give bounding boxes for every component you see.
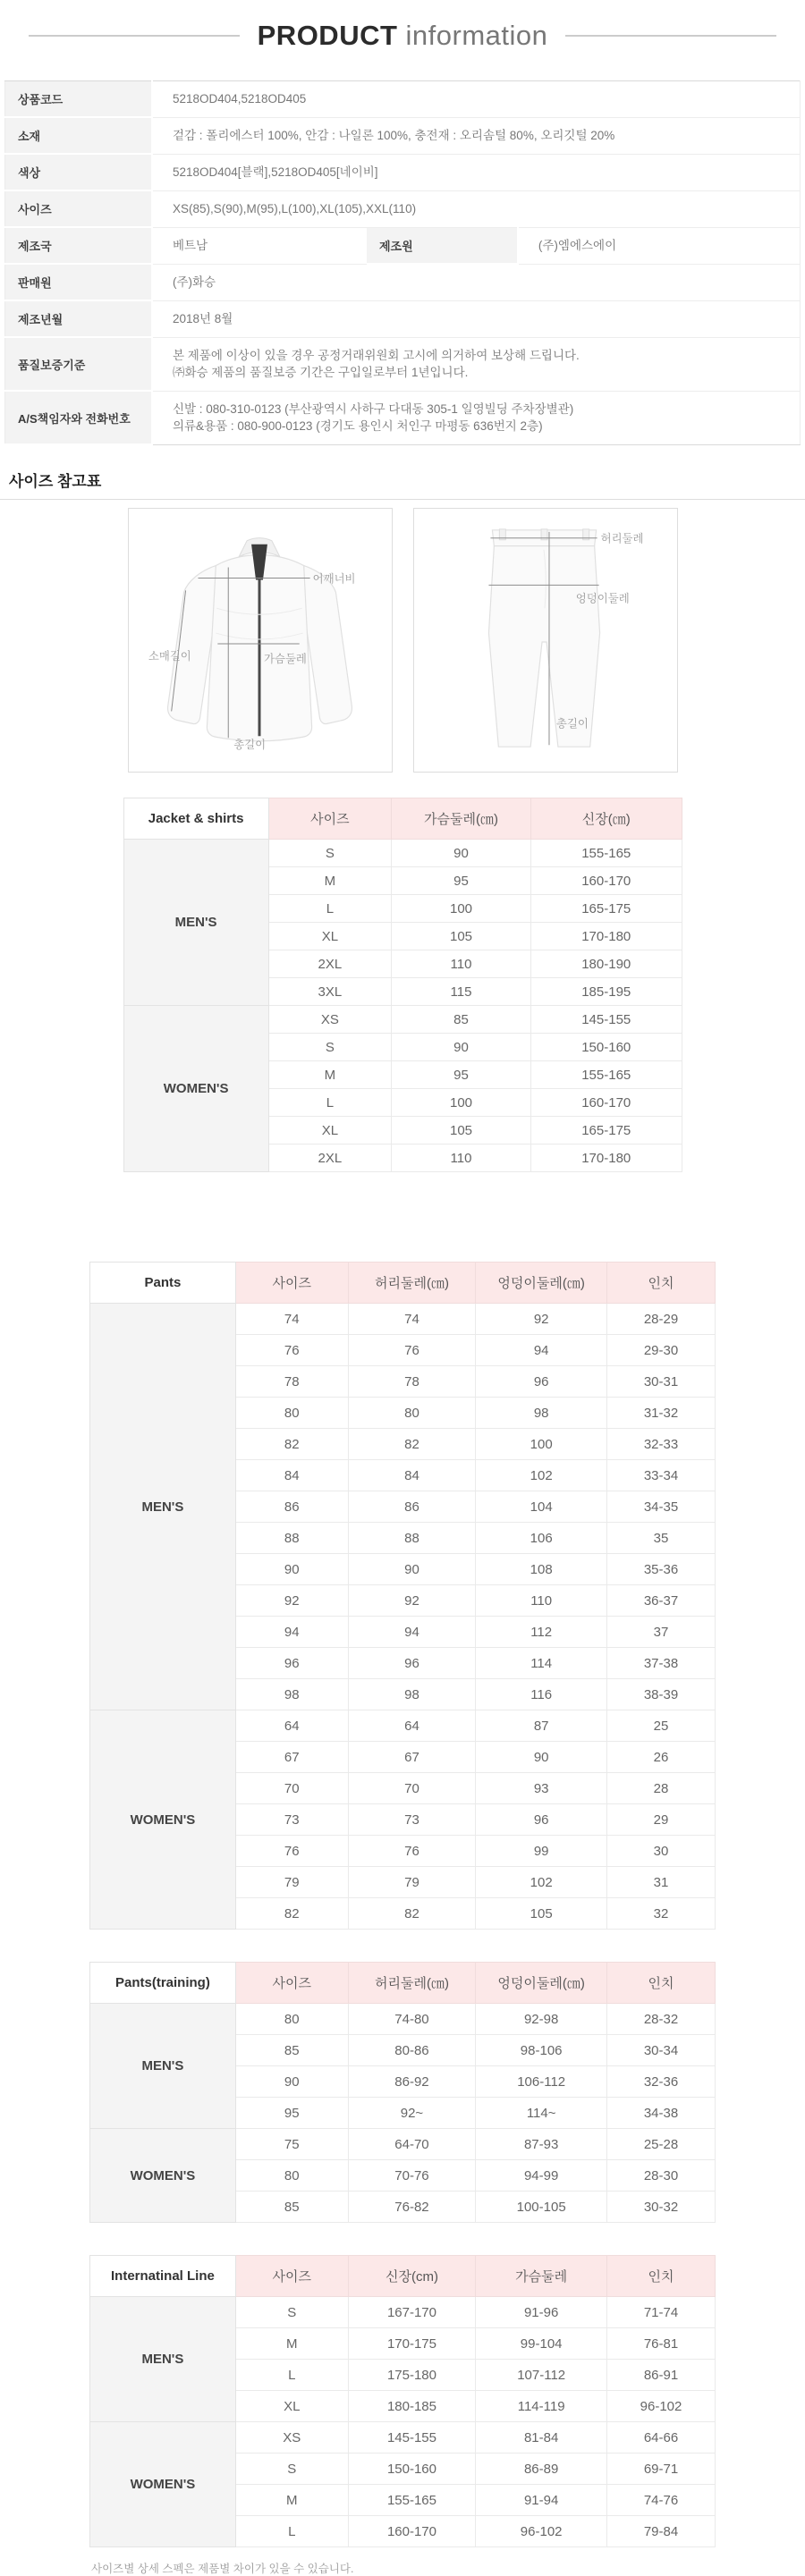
size-value-cell: 90 xyxy=(235,2066,348,2098)
size-value-cell: 78 xyxy=(235,1366,348,1398)
size-value-cell: 100 xyxy=(392,895,531,923)
size-value-cell: 115 xyxy=(392,978,531,1006)
size-table-header-cell: 엉덩이둘레(㎝) xyxy=(476,1263,607,1304)
size-value-cell: 112 xyxy=(476,1617,607,1648)
size-table-row xyxy=(90,1304,716,1335)
size-value-cell: 155-165 xyxy=(348,2485,476,2516)
size-value-cell: 170-180 xyxy=(531,923,682,950)
size-value-cell: XL xyxy=(268,923,391,950)
size-value-cell: 100-105 xyxy=(476,2192,607,2223)
size-value-cell: 108 xyxy=(476,1554,607,1585)
size-table-name-cell: Pants xyxy=(90,1263,236,1304)
size-value-cell: 35-36 xyxy=(607,1554,716,1585)
pants-hip-label: 엉덩이둘레 xyxy=(575,592,630,605)
size-value-cell: 86 xyxy=(348,1491,476,1523)
size-value-cell: 165-175 xyxy=(531,895,682,923)
size-value-cell: 88 xyxy=(235,1523,348,1554)
size-table-header-cell: 인치 xyxy=(607,1263,716,1304)
size-value-cell: 75 xyxy=(235,2129,348,2160)
size-chart-heading: 사이즈 참고표 xyxy=(9,473,102,491)
size-value-cell: 102 xyxy=(476,1460,607,1491)
info-label-cell: 판매원 xyxy=(5,264,152,300)
pants-size-table xyxy=(89,1262,716,1930)
size-value-cell: 150-160 xyxy=(531,1034,682,1061)
size-group-cell: WOMEN'S xyxy=(90,1710,236,1930)
size-value-cell: 99-104 xyxy=(476,2328,607,2360)
size-value-cell: 167-170 xyxy=(348,2297,476,2328)
size-value-cell: 105 xyxy=(476,1898,607,1930)
size-table-row xyxy=(123,1006,682,1034)
size-value-cell: XS xyxy=(235,2422,348,2454)
size-table-header-cell: 사이즈 xyxy=(235,1263,348,1304)
jacket-chest-label: 가슴둘레 xyxy=(263,653,307,666)
size-value-cell: 31 xyxy=(607,1867,716,1898)
size-table-header-cell: 인치 xyxy=(607,1963,716,2004)
size-value-cell: 28-29 xyxy=(607,1304,716,1335)
size-value-cell: 90 xyxy=(348,1554,476,1585)
size-value-cell: 64 xyxy=(348,1710,476,1742)
jacket-shirts-size-table xyxy=(123,798,682,1172)
size-value-cell: XS xyxy=(268,1006,391,1034)
size-value-cell: 96 xyxy=(476,1804,607,1836)
size-value-cell: 98 xyxy=(476,1398,607,1429)
size-table-header-cell: 허리둘레(㎝) xyxy=(348,1963,476,2004)
size-table-header-cell: 사이즈 xyxy=(268,798,391,840)
info-value-line: 본 제품에 이상이 있을 경우 공정거래위원회 고시에 의거하여 보상해 드립니다. xyxy=(172,348,580,362)
info-row xyxy=(5,337,801,391)
size-value-cell: 160-170 xyxy=(531,867,682,895)
size-value-cell: 90 xyxy=(392,840,531,867)
info-label-cell: 품질보증기준 xyxy=(5,337,152,391)
info-row xyxy=(5,300,801,337)
size-value-cell: 36-37 xyxy=(607,1585,716,1617)
size-value-cell: 38-39 xyxy=(607,1679,716,1710)
international-line-size-table xyxy=(89,2255,716,2547)
size-value-cell: 80 xyxy=(235,1398,348,1429)
size-value-cell: S xyxy=(268,840,391,867)
size-value-cell: 3XL xyxy=(268,978,391,1006)
size-value-cell: 91-94 xyxy=(476,2485,607,2516)
size-value-cell: L xyxy=(235,2516,348,2547)
size-value-cell: 98-106 xyxy=(476,2035,607,2066)
jacket-sleeve-label: 소매길이 xyxy=(148,650,191,663)
size-value-cell: 25-28 xyxy=(607,2129,716,2160)
size-value-cell: 155-165 xyxy=(531,840,682,867)
size-table-name-cell: Jacket & shirts xyxy=(123,798,268,840)
info-value-cell: 5218OD404[블랙],5218OD405[네이비] xyxy=(152,154,801,190)
jacket-shoulder-label: 어깨너비 xyxy=(312,572,356,586)
title-information: information xyxy=(405,20,548,51)
size-value-cell: 185-195 xyxy=(531,978,682,1006)
size-value-cell: 95 xyxy=(235,2098,348,2129)
pants-length-label: 총길이 xyxy=(555,717,589,731)
size-value-cell: L xyxy=(235,2360,348,2391)
info-value-cell xyxy=(152,337,801,391)
info-label-cell: 상품코드 xyxy=(5,81,152,118)
size-value-cell: 106-112 xyxy=(476,2066,607,2098)
size-value-cell: L xyxy=(268,1089,391,1117)
size-value-cell: 64 xyxy=(235,1710,348,1742)
size-value-cell: 116 xyxy=(476,1679,607,1710)
info-row xyxy=(5,117,801,154)
size-value-cell: 73 xyxy=(348,1804,476,1836)
info-row xyxy=(5,227,801,264)
page-title xyxy=(29,18,776,54)
size-note: 사이즈별 상세 스펙은 제품별 차이가 있을 수 있습니다. xyxy=(91,2563,354,2576)
size-value-cell: 80 xyxy=(235,2160,348,2192)
size-value-cell: 33-34 xyxy=(607,1460,716,1491)
size-value-cell: 175-180 xyxy=(348,2360,476,2391)
jacket-length-label: 총길이 xyxy=(233,739,266,752)
section-divider xyxy=(0,499,805,500)
size-value-cell: 104 xyxy=(476,1491,607,1523)
size-value-cell: 107-112 xyxy=(476,2360,607,2391)
size-value-cell: 180-190 xyxy=(531,950,682,978)
size-value-cell: 70 xyxy=(348,1773,476,1804)
size-table-header-cell: 사이즈 xyxy=(235,1963,348,2004)
size-table-row xyxy=(90,2422,716,2454)
size-value-cell: 79-84 xyxy=(607,2516,716,2547)
size-value-cell: M xyxy=(268,1061,391,1089)
title-right-rule xyxy=(565,35,776,37)
size-table-header-cell: 사이즈 xyxy=(235,2256,348,2297)
size-value-cell: 37 xyxy=(607,1617,716,1648)
size-value-cell: 100 xyxy=(476,1429,607,1460)
info-label-cell: 제조국 xyxy=(5,227,152,264)
size-value-cell: 106 xyxy=(476,1523,607,1554)
info-value-line: 의류&용품 : 080-900-0123 (경기도 용인시 처인구 마평동 636번지 2층) xyxy=(172,419,543,434)
jacket-diagram xyxy=(128,508,393,773)
size-value-cell: 96-102 xyxy=(476,2516,607,2547)
info-label-cell: A/S책임자와 전화번호 xyxy=(5,391,152,444)
size-value-cell: S xyxy=(268,1034,391,1061)
size-value-cell: 96-102 xyxy=(607,2391,716,2422)
size-value-cell: 85 xyxy=(392,1006,531,1034)
info-value-cell: (주)화승 xyxy=(152,264,801,300)
size-table-header-row xyxy=(90,2256,716,2297)
size-value-cell: 114-119 xyxy=(476,2391,607,2422)
pants-training-size-table xyxy=(89,1962,716,2223)
page-title-text xyxy=(258,20,548,52)
size-value-cell: 64-66 xyxy=(607,2422,716,2454)
size-value-cell: M xyxy=(235,2485,348,2516)
size-value-cell: 86-91 xyxy=(607,2360,716,2391)
size-value-cell: 90 xyxy=(392,1034,531,1061)
size-table-row xyxy=(90,1710,716,1742)
pants-waist-label: 허리둘레 xyxy=(600,533,644,546)
size-value-cell: 31-32 xyxy=(607,1398,716,1429)
size-group-cell: MEN'S xyxy=(90,2297,236,2422)
size-value-cell: 114~ xyxy=(476,2098,607,2129)
size-value-cell: 71-74 xyxy=(607,2297,716,2328)
size-value-cell: S xyxy=(235,2454,348,2485)
size-value-cell: 86-92 xyxy=(348,2066,476,2098)
info-row xyxy=(5,81,801,118)
size-value-cell: 29 xyxy=(607,1804,716,1836)
info-value-line: ㈜화승 제품의 품질보증 기간은 구입일로부터 1년입니다. xyxy=(172,366,469,380)
pants-sketch xyxy=(414,509,677,772)
size-value-cell: 94 xyxy=(235,1617,348,1648)
size-value-cell: 82 xyxy=(348,1898,476,1930)
size-table-row xyxy=(90,2297,716,2328)
size-value-cell: 85 xyxy=(235,2192,348,2223)
size-value-cell: 74 xyxy=(348,1304,476,1335)
size-value-cell: 28 xyxy=(607,1773,716,1804)
size-value-cell: 74-76 xyxy=(607,2485,716,2516)
size-value-cell: 91-96 xyxy=(476,2297,607,2328)
size-group-cell: WOMEN'S xyxy=(90,2422,236,2547)
info-label-cell: 사이즈 xyxy=(5,190,152,227)
size-value-cell: 110 xyxy=(476,1585,607,1617)
size-value-cell: 67 xyxy=(348,1742,476,1773)
size-value-cell: XL xyxy=(235,2391,348,2422)
size-value-cell: 37-38 xyxy=(607,1648,716,1679)
size-value-cell: 96 xyxy=(235,1648,348,1679)
info-value-cell: 겉감 : 폴리에스터 100%, 안감 : 나일론 100%, 충전재 : 오리솜털 80%, 오리깃털 20% xyxy=(152,117,801,154)
product-info-table xyxy=(4,80,801,445)
size-value-cell: 160-170 xyxy=(531,1089,682,1117)
info-value-cell: 5218OD404,5218OD405 xyxy=(152,81,801,118)
info-label-cell: 색상 xyxy=(5,154,152,190)
info-label-cell: 소재 xyxy=(5,117,152,154)
size-table-header-cell: 신장(cm) xyxy=(348,2256,476,2297)
size-value-cell: M xyxy=(268,867,391,895)
size-table-header-row xyxy=(123,798,682,840)
size-table-name-cell: Pants(training) xyxy=(90,1963,236,2004)
size-value-cell: 82 xyxy=(235,1898,348,1930)
size-value-cell: 94 xyxy=(476,1335,607,1366)
size-value-cell: 110 xyxy=(392,950,531,978)
size-value-cell: 78 xyxy=(348,1366,476,1398)
size-value-cell: 145-155 xyxy=(348,2422,476,2454)
size-value-cell: 28-30 xyxy=(607,2160,716,2192)
size-value-cell: 76-81 xyxy=(607,2328,716,2360)
size-table-row xyxy=(123,840,682,867)
size-value-cell: 95 xyxy=(392,1061,531,1089)
size-value-cell: 76 xyxy=(235,1836,348,1867)
size-value-cell: 76 xyxy=(235,1335,348,1366)
info-row xyxy=(5,391,801,444)
size-value-cell: 87 xyxy=(476,1710,607,1742)
size-table-header-cell: 가슴둘레(㎝) xyxy=(392,798,531,840)
size-value-cell: 95 xyxy=(392,867,531,895)
size-value-cell: 32-36 xyxy=(607,2066,716,2098)
size-value-cell: 30 xyxy=(607,1836,716,1867)
size-value-cell: 79 xyxy=(235,1867,348,1898)
size-value-cell: 32 xyxy=(607,1898,716,1930)
size-value-cell: 98 xyxy=(235,1679,348,1710)
size-value-cell: 94-99 xyxy=(476,2160,607,2192)
size-value-cell: 87-93 xyxy=(476,2129,607,2160)
size-table-row xyxy=(90,2129,716,2160)
size-value-cell: 2XL xyxy=(268,1144,391,1172)
size-value-cell: 35 xyxy=(607,1523,716,1554)
size-table-header-cell: 가슴둘레 xyxy=(476,2256,607,2297)
size-value-cell: 160-170 xyxy=(348,2516,476,2547)
size-table-header-cell: 허리둘레(㎝) xyxy=(348,1263,476,1304)
info-value-cell: (주)엠에스에이 xyxy=(518,227,801,264)
size-value-cell: 74 xyxy=(235,1304,348,1335)
size-value-cell: 76-82 xyxy=(348,2192,476,2223)
size-diagrams xyxy=(0,508,805,773)
size-value-cell: 114 xyxy=(476,1648,607,1679)
size-value-cell: 86 xyxy=(235,1491,348,1523)
size-value-cell: 110 xyxy=(392,1144,531,1172)
size-value-cell: 70 xyxy=(235,1773,348,1804)
size-value-cell: 105 xyxy=(392,923,531,950)
size-value-cell: 69-71 xyxy=(607,2454,716,2485)
size-table-header-cell: 엉덩이둘레(㎝) xyxy=(476,1963,607,2004)
info-row xyxy=(5,264,801,300)
info-value-cell: XS(85),S(90),M(95),L(100),XL(105),XXL(110) xyxy=(152,190,801,227)
size-value-cell: 82 xyxy=(235,1429,348,1460)
size-group-cell: WOMEN'S xyxy=(90,2129,236,2223)
size-value-cell: 88 xyxy=(348,1523,476,1554)
size-value-cell: 28-32 xyxy=(607,2004,716,2035)
size-value-cell: 85 xyxy=(235,2035,348,2066)
size-table-header-cell: 인치 xyxy=(607,2256,716,2297)
size-value-cell: 73 xyxy=(235,1804,348,1836)
size-value-cell: 92 xyxy=(235,1585,348,1617)
size-value-cell: 82 xyxy=(348,1429,476,1460)
size-value-cell: 96 xyxy=(476,1366,607,1398)
size-value-cell: 92 xyxy=(476,1304,607,1335)
size-value-cell: 2XL xyxy=(268,950,391,978)
size-value-cell: S xyxy=(235,2297,348,2328)
size-value-cell: 92-98 xyxy=(476,2004,607,2035)
size-value-cell: 34-38 xyxy=(607,2098,716,2129)
size-table-header-row xyxy=(90,1963,716,2004)
size-value-cell: 76 xyxy=(348,1836,476,1867)
size-value-cell: 92~ xyxy=(348,2098,476,2129)
size-value-cell: 32-33 xyxy=(607,1429,716,1460)
size-group-cell: MEN'S xyxy=(90,1304,236,1710)
size-value-cell: 102 xyxy=(476,1867,607,1898)
size-group-cell: WOMEN'S xyxy=(123,1006,268,1172)
size-value-cell: 64-70 xyxy=(348,2129,476,2160)
size-value-cell: 155-165 xyxy=(531,1061,682,1089)
info-value-cell: 2018년 8월 xyxy=(152,300,801,337)
size-value-cell: 79 xyxy=(348,1867,476,1898)
size-value-cell: 145-155 xyxy=(531,1006,682,1034)
size-value-cell: 67 xyxy=(235,1742,348,1773)
info-label-cell: 제조원 xyxy=(367,227,518,264)
size-value-cell: 80-86 xyxy=(348,2035,476,2066)
size-group-cell: MEN'S xyxy=(123,840,268,1006)
jacket-sketch xyxy=(129,509,392,772)
size-value-cell: 92 xyxy=(348,1585,476,1617)
size-table-row xyxy=(90,2004,716,2035)
size-value-cell: 96 xyxy=(348,1648,476,1679)
info-value-cell: 베트남 xyxy=(152,227,367,264)
size-value-cell: 25 xyxy=(607,1710,716,1742)
size-value-cell: XL xyxy=(268,1117,391,1144)
info-label-cell: 제조년월 xyxy=(5,300,152,337)
size-value-cell: 81-84 xyxy=(476,2422,607,2454)
size-value-cell: L xyxy=(268,895,391,923)
size-value-cell: 80 xyxy=(348,1398,476,1429)
size-value-cell: 30-31 xyxy=(607,1366,716,1398)
size-value-cell: 30-34 xyxy=(607,2035,716,2066)
size-value-cell: 105 xyxy=(392,1117,531,1144)
size-value-cell: 90 xyxy=(235,1554,348,1585)
size-value-cell: 170-175 xyxy=(348,2328,476,2360)
info-row xyxy=(5,190,801,227)
pants-diagram xyxy=(413,508,678,773)
size-value-cell: 165-175 xyxy=(531,1117,682,1144)
title-product: PRODUCT xyxy=(257,20,398,51)
size-value-cell: 170-180 xyxy=(531,1144,682,1172)
size-value-cell: 80 xyxy=(235,2004,348,2035)
size-value-cell: 74-80 xyxy=(348,2004,476,2035)
info-row xyxy=(5,154,801,190)
size-value-cell: 90 xyxy=(476,1742,607,1773)
size-value-cell: 93 xyxy=(476,1773,607,1804)
size-value-cell: 84 xyxy=(235,1460,348,1491)
size-value-cell: 76 xyxy=(348,1335,476,1366)
size-table-header-cell: 신장(㎝) xyxy=(531,798,682,840)
size-value-cell: 180-185 xyxy=(348,2391,476,2422)
size-value-cell: 30-32 xyxy=(607,2192,716,2223)
size-value-cell: 70-76 xyxy=(348,2160,476,2192)
info-value-cell xyxy=(152,391,801,444)
size-value-cell: 98 xyxy=(348,1679,476,1710)
title-left-rule xyxy=(29,35,240,37)
size-value-cell: 34-35 xyxy=(607,1491,716,1523)
info-value-line: 신발 : 080-310-0123 (부산광역시 사하구 다대동 305-1 일영빌딩 주차장별관) xyxy=(172,401,574,416)
size-value-cell: 100 xyxy=(392,1089,531,1117)
product-info-body xyxy=(5,81,801,445)
size-value-cell: 26 xyxy=(607,1742,716,1773)
size-value-cell: 94 xyxy=(348,1617,476,1648)
size-value-cell: 29-30 xyxy=(607,1335,716,1366)
size-table-header-row xyxy=(90,1263,716,1304)
size-value-cell: M xyxy=(235,2328,348,2360)
size-table-name-cell: Internatinal Line xyxy=(90,2256,236,2297)
size-value-cell: 86-89 xyxy=(476,2454,607,2485)
size-group-cell: MEN'S xyxy=(90,2004,236,2129)
size-value-cell: 99 xyxy=(476,1836,607,1867)
size-value-cell: 150-160 xyxy=(348,2454,476,2485)
size-value-cell: 84 xyxy=(348,1460,476,1491)
